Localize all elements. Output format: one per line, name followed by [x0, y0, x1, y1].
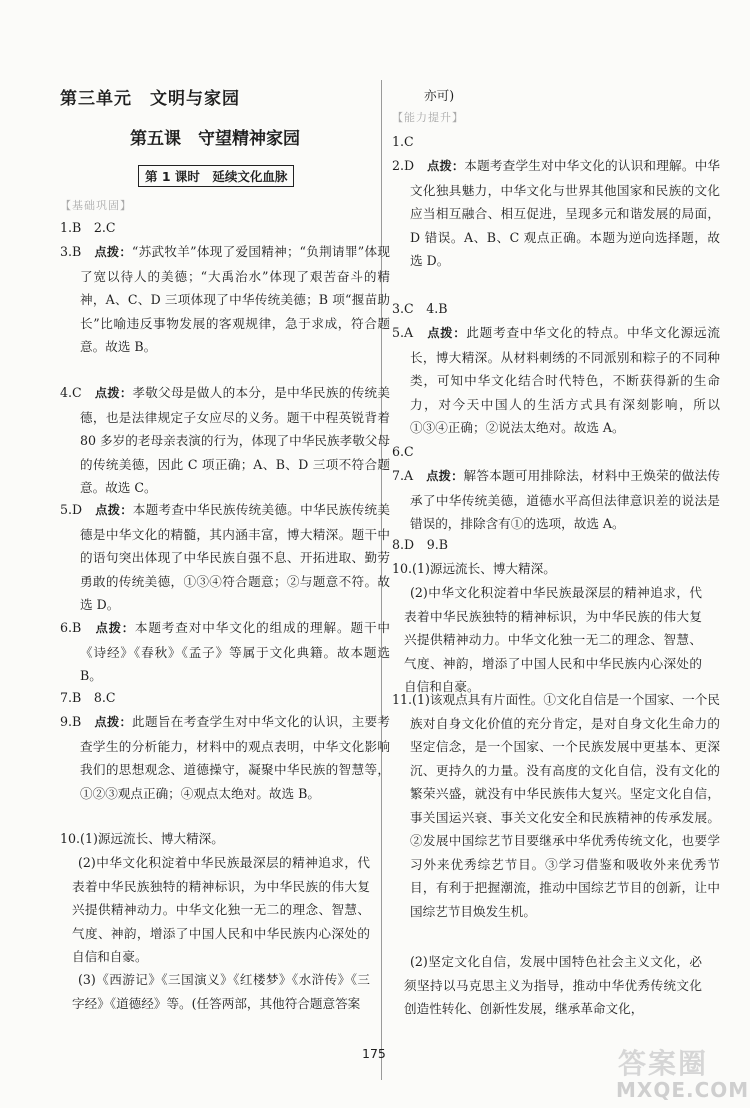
answer-b11-2: (2)坚定文化自信，发展中国特色社会主义文化，必须坚持以马克思主义为指导，推动中华优秀传统文化创造性转化、创新性发展，继承革命文化， [404, 954, 702, 1016]
answer-number: 6.B [60, 620, 96, 635]
unit-title: 第三单元 文明与家园 [60, 89, 240, 109]
watermark-top: 答案圈 [618, 1047, 709, 1080]
answer-explanation: 孝敬父母是做人的本分，是中华民族的传统美德，也是法律规定子女应尽的义务。题干中程英锐背着 80 多岁的老母亲表演的行为，体现了中华民族孝敬父母的传统美德，因此 C 项正确；A、B、D 三项不符合题意。故选 C。 [80, 385, 391, 495]
page-number: 175 [362, 1046, 386, 1061]
answer-7-8: 7.B 8.C [60, 690, 116, 705]
lesson-title: 第五课 守望精神家园 [130, 129, 300, 149]
answer-explanation: 此题旨在考查学生对中华文化的认识，主要考查学生的分析能力，材料中的观点表明，中华文化影响我们的思想观念、道德操守，凝聚中华民族的智慧等，①②③观点正确；④观点太绝对。故选 B。 [80, 714, 391, 801]
answer-number: 5.D [60, 502, 96, 517]
answer-6 [60, 616, 390, 688]
answer-b10-2: (2)中华文化积淀着中华民族最深层的精神追求，代表着中华民族独特的精神标识，为中华民族的伟大复兴提供精神动力。中华文化独一无二的理念、智慧、气度、神韵，增添了中国人民和中华民族内心深处的自信和自豪。 [404, 585, 702, 694]
answer-b3-4: 3.C 4.B [392, 301, 448, 316]
answer-number: 3.B [60, 244, 95, 259]
answer-5 [60, 498, 390, 617]
hint-label: 点拨： [95, 503, 133, 517]
answer-number: 4.C [60, 385, 95, 400]
answer-4 [60, 381, 390, 500]
answer-10-3: (3)《西游记》《三国演义》《红楼梦》《水浒传》《三字经》《道德经》等。(任答两部，其他符合题意答案 [72, 972, 370, 1011]
watermark-bottom: MXQE.COM [616, 1078, 750, 1102]
answer-explanation: 本题考查学生对中华文化的认识和理解。中华文化独具魅力，中华文化与世界其他国家和民族的文化应当相互融合、相互促进，呈现多元和谐发展的局面，D 错误。A、B、C 观点正确。本题为逆向选择题，故选 D。 [410, 158, 721, 268]
answer-b7 [392, 464, 720, 536]
hint-label: 点拨： [427, 326, 467, 340]
answer-b8-9: 8.D 9.B [392, 537, 448, 552]
section-basic-tag: 【基础巩固】 [60, 199, 132, 212]
hint-label: 点拨： [426, 469, 464, 483]
answer-10-2: (2)中华文化积淀着中华民族最深层的精神追求，代表着中华民族独特的精神标识，为中华民族的伟大复兴提供精神动力。中华文化独一无二的理念、智慧、气度、神韵，增添了中国人民和中华民族内心深处的自信和自豪。 [72, 855, 370, 964]
answer-explanation: 此题考查中华文化的特点。中华文化源远流长，博大精深。从材料刺绣的不同派别和粽子的不同种类，可知中华文化结合时代特色，不断获得新的生命力，对今天中国人的生活方式具有深刻影响，所以①③④正确；②说法太绝对。故选 A。 [410, 325, 720, 435]
answer-number: 9.B [60, 714, 95, 729]
answer-explanation: “苏武牧羊”体现了爱国精神；“负荆请罪”体现了宽以待人的美德；“大禹治水”体现了艰苦奋斗的精神，A、C、D 三项体现了中华传统美德；B 项“揠苗助长”比喻违反事物发展的客观规律，急于求成，符合题意。故选 B。 [80, 244, 390, 354]
answer-number: 2.D [392, 158, 428, 173]
hint-label: 点拨： [94, 715, 133, 729]
answer-number: 7.A [392, 468, 427, 483]
answer-b2 [392, 154, 720, 273]
answer-10-1: 10.(1)源远流长、博大精深。 [60, 831, 224, 846]
section-ability-label: 能力提升 [404, 111, 452, 124]
answer-explanation: 本题考查中华民族传统美德。中华民族传统美德是中华文化的精髓，其内涵丰富，博大精深。题干中的语句突出体现了中华民族自强不息、开拓进取、勤劳勇敢的传统美德，①③④符合题意；②与题意不符。故选 D。 [80, 502, 390, 612]
section-ability-tag: 【能力提升】 [392, 111, 464, 124]
hint-label: 点拨： [427, 159, 465, 173]
section-basic-label: 基础巩固 [72, 199, 120, 212]
answer-9 [60, 710, 390, 805]
answer-number: 5.A [392, 325, 428, 340]
answer-3 [60, 240, 390, 359]
answer-b6: 6.C [392, 444, 414, 459]
continued-text: 亦可) [424, 88, 455, 103]
hint-label: 点拨： [95, 621, 135, 635]
answer-b5 [392, 321, 720, 440]
answer-explanation: 解答本题可用排除法，材料中王焕荣的做法传承了中华传统美德，道德水平高但法律意识差的说法是错误的，排除含有①的选项，故选 A。 [410, 468, 721, 531]
answer-b10-1: 10.(1)源远流长、博大精深。 [392, 561, 556, 576]
watermark-logo [600, 1042, 750, 1102]
answer-b1: 1.C [392, 134, 414, 149]
answer-b11-1: 11.(1)该观点具有片面性。①文化自信是一个国家、一个民族对自身文化价值的充分肯定，是对自身文化生命力的坚定信念，是一个国家、一个民族发展中更基本、更深沉、更持久的力量。没有高度的文化自信，没有文化的繁荣兴盛，就没有中华民族伟大复兴。坚定文化自信，事关国运兴衰、事关文化安全和民族精神的传承发展。②发展中国综艺节目要继承中华优秀传统文化，也要学习外来优秀综艺节目。③学习借鉴和吸收外来优秀节目，有利于把握潮流，推动中国综艺节目的创新，让中国综艺节目焕发生机。 [392, 692, 720, 919]
answer-1-2: 1.B 2.C [60, 220, 116, 235]
period-title: 第 1 课时 延续文化血脉 [138, 165, 294, 187]
answer-explanation: 本题考查对中华文化的组成的理解。题干中《诗经》《春秋》《孟子》等属于文化典籍。故本题选 B。 [80, 620, 391, 683]
hint-label: 点拨： [94, 386, 133, 400]
hint-label: 点拨： [94, 245, 132, 259]
